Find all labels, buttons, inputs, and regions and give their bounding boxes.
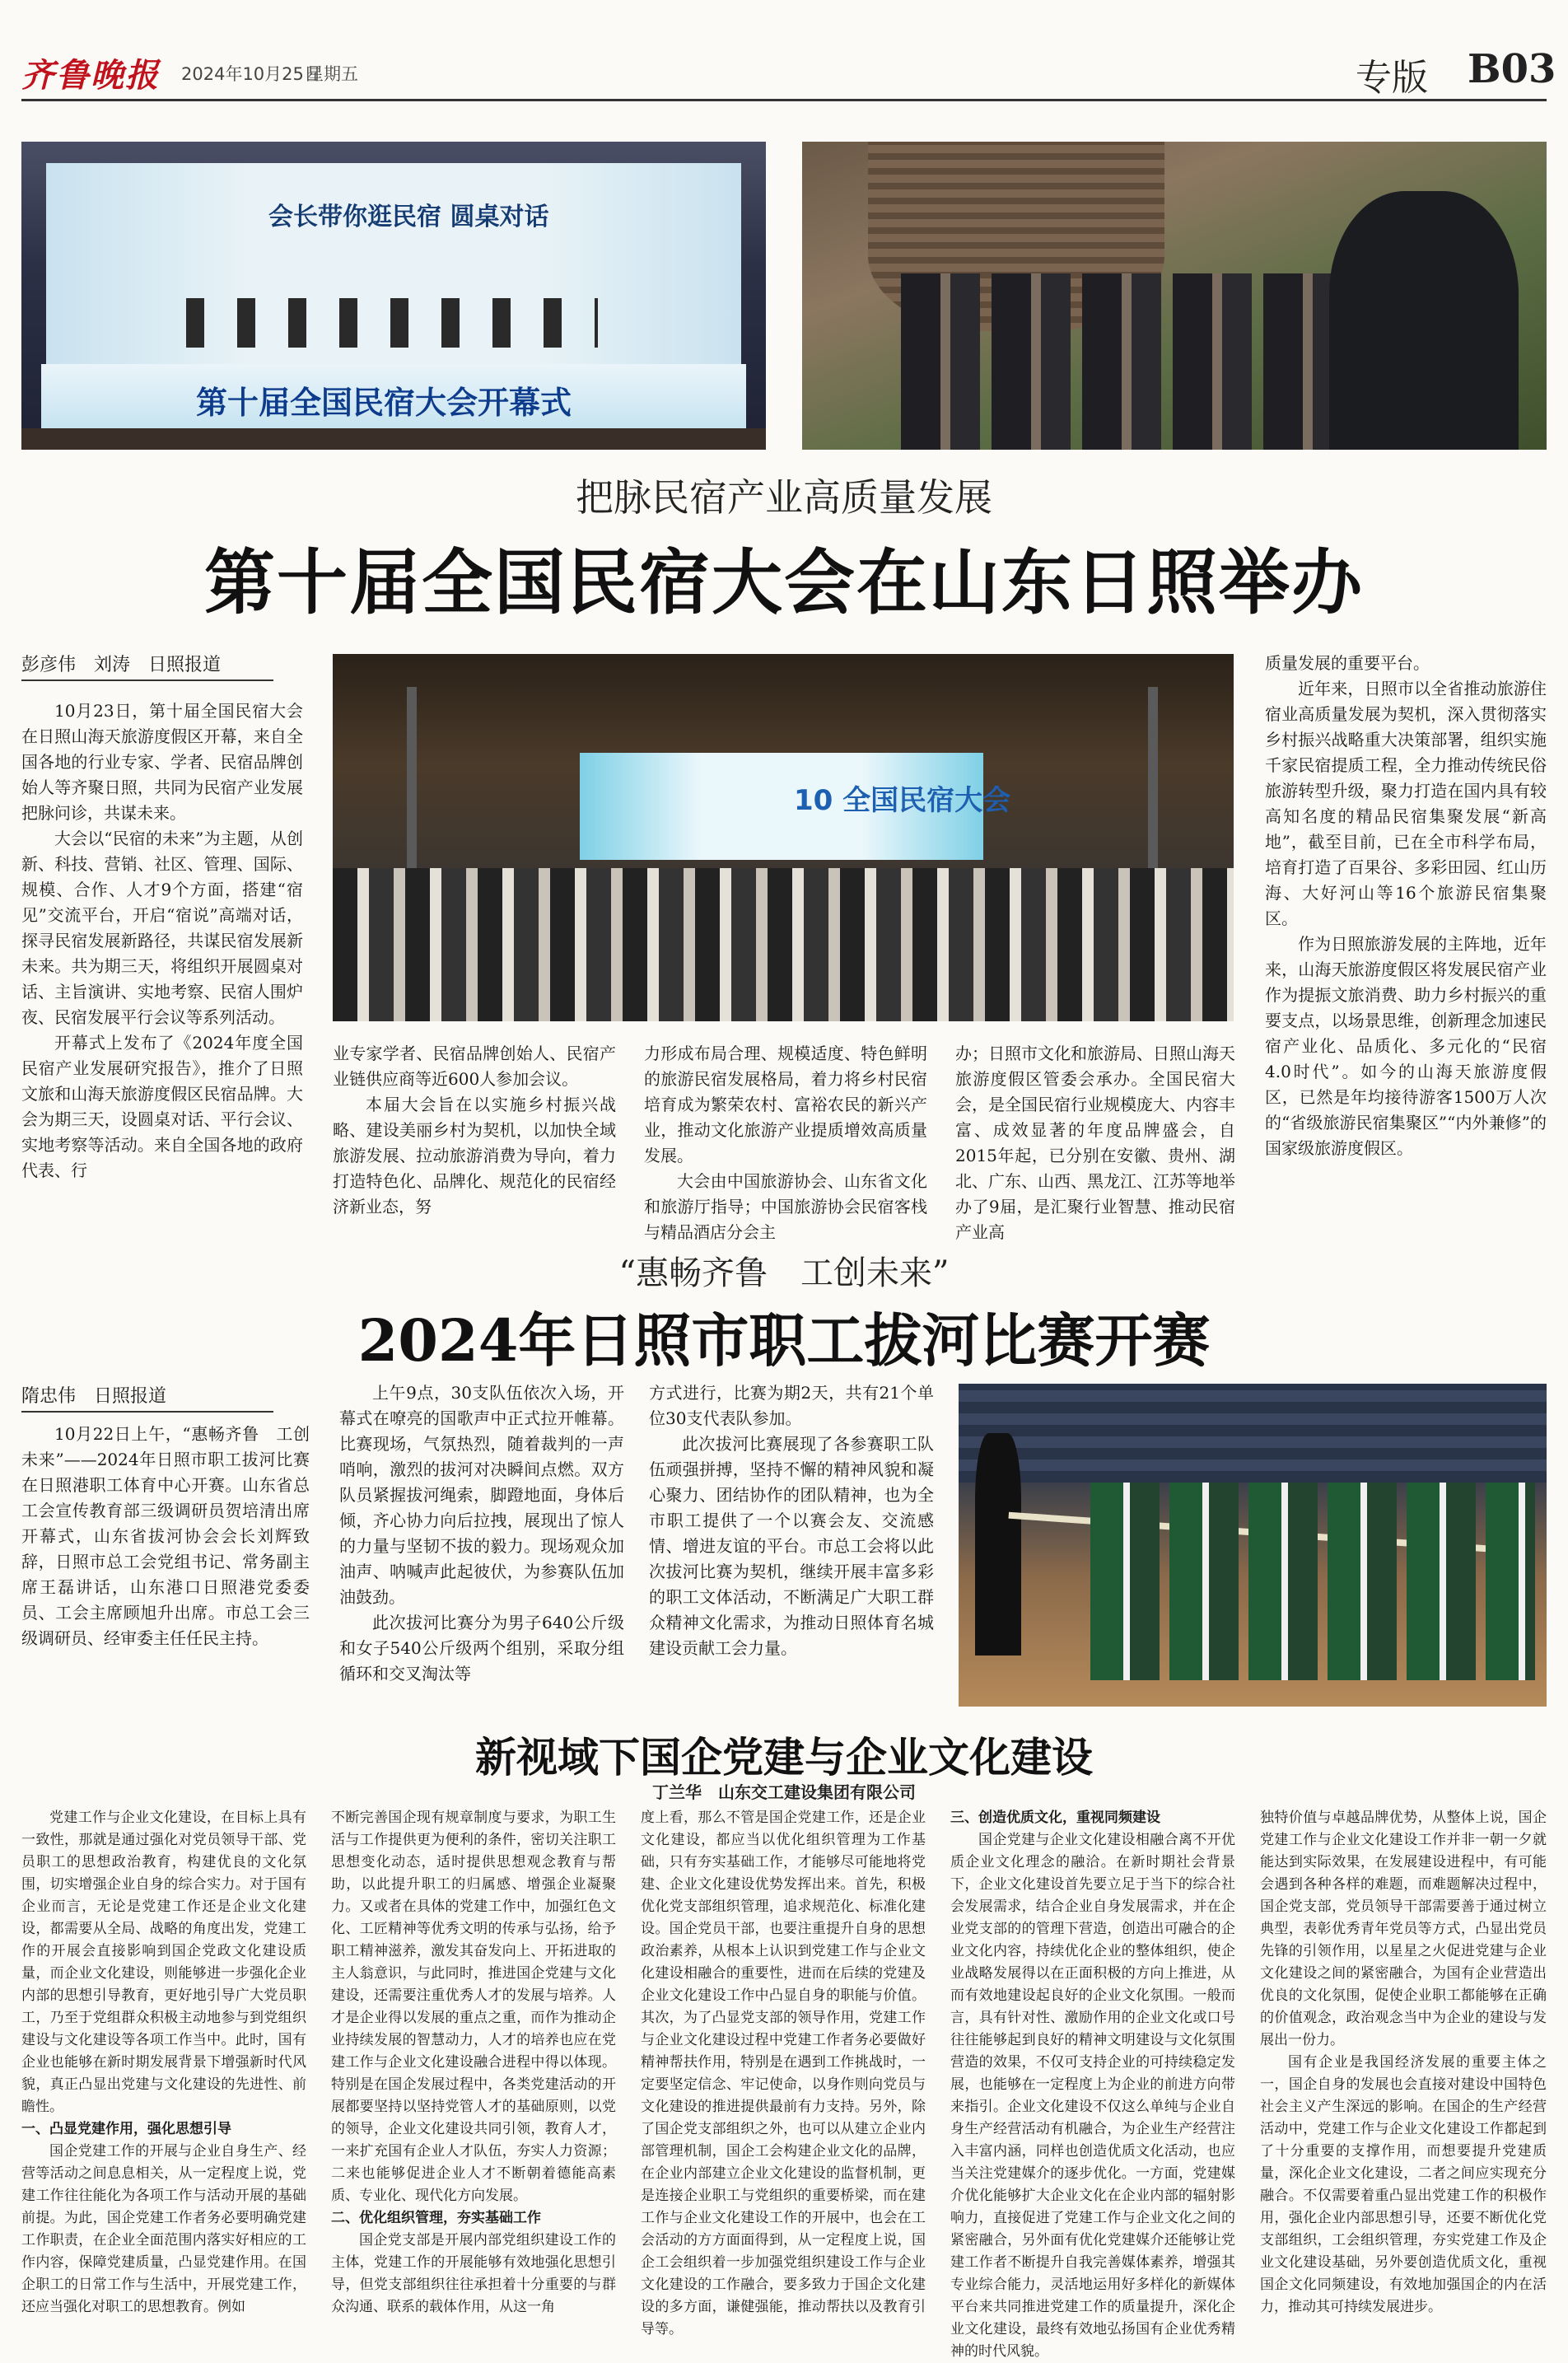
site-visit-photo bbox=[802, 142, 1547, 450]
article3-col4 bbox=[950, 1807, 1235, 2360]
section-name: 专版 bbox=[1356, 57, 1428, 99]
paragraph: 开幕式上发布了《2024年度全国民宿产业发展研究报告》，推介了日照文旅和山海天旅游度假区民宿品牌。大会为期三天，设圆桌对话、平行会议、实地考察等活动。来自全国各地的政府代表、行 bbox=[21, 1033, 303, 1180]
subheading: 三、创造优质文化，重视同频建设 bbox=[950, 1810, 1160, 1826]
hall-screen-text: 10 全国民宿大会 bbox=[794, 784, 1011, 817]
masthead-rule bbox=[21, 99, 1547, 101]
article1-col1 bbox=[21, 698, 303, 1234]
article2-col2 bbox=[339, 1380, 624, 1710]
paragraph: 本届大会旨在以实施乡村振兴战略、建设美丽乡村为契机，以加快全域旅游发展、拉动旅游消费为导向，着力打造特色化、品牌化、规范化的民宿经济新业态，努 bbox=[333, 1095, 616, 1217]
article1-kicker: 把脉民宿产业高质量发展 bbox=[576, 475, 992, 520]
subheading: 二、优化组织管理，夯实基础工作 bbox=[331, 2210, 541, 2226]
paragraph: 近年来，日照市以全省推动旅游住宿业高质量发展为契机，深入贯彻落实乡村振兴战略重大决策部署，组织实施千家民宿提质工程，全力推动传统民俗旅游转型升级，聚力打造在国内具有较高知名度的精品民宿集聚发展“新高地”，截至目前，已在全市科学布局，培育打造了百果谷、多彩田园、红山历海、大好河山等16个旅游民宿集聚区。 bbox=[1265, 679, 1547, 928]
paragraph: 业专家学者、民宿品牌创始人、民宿产业链供应商等近600人参加会议。 bbox=[333, 1044, 616, 1089]
tug-of-war-photo bbox=[959, 1384, 1547, 1707]
paragraph: 此次拔河比赛展现了各参赛职工队伍顽强拼搏，坚持不懈的精神风貌和凝心聚力、团结协作的团队精神，也为全市职工提供了一个以赛会友、交流感情、增进友谊的平台。市总工会将以此次拔河比赛为契机，继续开展丰富多彩的职工文体活动，不断满足广大职工群众精神文化需求，为推动日照体育名城建设贡献工会力量。 bbox=[649, 1434, 934, 1658]
article3-col1 bbox=[21, 1807, 306, 2315]
article1-col-right bbox=[1265, 651, 1547, 1240]
paragraph: 10月22日上午，“惠畅齐鲁 工创未来”——2024年日照市职工拔河比赛在日照港职工体育中心开赛。山东省总工会宣传教育部三级调研员贺培清出席开幕式，山东省拔河协会会长刘辉致辞，日照市总工会党组书记、常务副主席王磊讲话，山东港口日照港党委委员、工会主席顾旭升出席。市总工会三级调研员、经审委主任任民主持。 bbox=[21, 1424, 310, 1648]
conference-stage-photo bbox=[21, 142, 766, 450]
man-in-black-jacket bbox=[1329, 191, 1519, 450]
issue-date: 2024年10月25日 bbox=[181, 64, 321, 84]
audience-seats bbox=[333, 868, 1234, 1021]
paragraph: 作为日照旅游发展的主阵地，近年来，山海天旅游度假区将发展民宿产业作为提振文旅消费、助力乡村振兴的重要支点，以场景思维，创新理念加速民宿产业化、品质化、多元化的“民宿4.0时代”。如今的山海天旅游度假区，已然是年均接待游客1500万人次的“省级旅游民宿集聚区”“内外兼修”的国家级旅游度假区。 bbox=[1265, 934, 1547, 1158]
paragraph: 方式进行，比赛为期2天，共有21个单位30支代表队参加。 bbox=[649, 1383, 934, 1428]
paragraph: 国企党建与企业文化建设相融合离不开优质企业文化理念的融洽。在新时期社会背景下，企业文化建设首先要立足于当下的综合社会发展需求，结合企业自身发展需求，并在企业党支部的的管理下营造，创造出可融合的企业文化内容，持续优化企业的整体组织，使企业战略发展得以在正面积极的方向上推进，从而有效地建设起良好的企业文化氛围。一般而言，具有针对性、激励作用的企业文化或口号往往能够起到良好的精神文明建设与文化氛围营造的效果，不仅可支持企业的可持续稳定发展，也能够在一定程度上为企业的前进方向带来指引。企业文化建设不仅这么单纯与企业自身生产经营活动有机融合，为企业生产经营注入丰富内涵，同样也创造优质文化活动，也应当关注党建媒介的逐步优化。一方面，党建媒介优化能够扩大企业文化在企业内部的辐射影响力，直接促进了党建工作与企业文化之间的紧密融合，另外面有优化党建媒介还能够让党建工作者不断提升自我完善媒体素养，增强其专业综合能力，灵活地运用好多样化的新媒体平台来共同推进党建工作的质量提升，深化企业文化建设，最终有效地弘扬国有企业优秀精神的时代风貌。 bbox=[950, 1832, 1235, 2360]
article1-col2 bbox=[333, 1041, 616, 1239]
article3-byline: 丁兰华 山东交工建设集团有限公司 bbox=[652, 1782, 916, 1802]
article3-col3 bbox=[641, 1807, 926, 2337]
tug-team bbox=[1090, 1483, 1535, 1680]
paragraph: 大会以“民宿的未来”为主题，从创新、科技、营销、社区、管理、国际、规模、合作、人才9个方面，搭建“宿见”交流平台，开启“宿说”高端对话，探寻民宿发展新路径，共谋民宿发展新未来。共为期三天，将组织开展圆桌对话、主旨演讲、实地考察、民宿人围炉夜、民宿发展平行会议等系列活动。 bbox=[21, 829, 303, 1027]
newspaper-logo: 齐鲁晚报 bbox=[21, 56, 160, 95]
article3-headline: 新视域下国企党建与企业文化建设 bbox=[475, 1733, 1093, 1782]
referee bbox=[975, 1433, 1021, 1656]
visitors-group bbox=[901, 273, 1395, 450]
paragraph: 力形成布局合理、规模适度、特色鲜明的旅游民宿发展格局，着力将乡村民宿培育成为繁荣农村、富裕农民的新兴产业，推动文化旅游产业提质增效高质量发展。 bbox=[644, 1044, 927, 1165]
conference-hall-photo bbox=[333, 654, 1234, 1021]
paragraph: 独特价值与卓越品牌优势，从整体上说，国企党建工作与企业文化建设工作并非一朝一夕就能达到实际效果，在发展建设进程中，有可能会遇到各种各样的难题，而难题解决过程中，国企党支部，党员领导干部需要善于通过树立典型，表彰优秀青年党员等方式，凸显出党员先锋的引领作用，以星星之火促进党建与企业文化建设之间的紧密融合，为国有企业营造出优良的文化氛围，促使企业职工都能够在正确的价值观念，政治观念当中为企业的建设与发展出一份力。 bbox=[1260, 1810, 1547, 2048]
article2-headline: 2024年日照市职工拔河比赛开赛 bbox=[357, 1306, 1211, 1375]
paragraph: 国企党支部是开展内部党组织建设工作的主体，党建工作的开展能够有效地强化思想引导，但党支部组织往往承担着十分重要的与群众沟通、联系的载体作用，从这一角 bbox=[331, 2232, 616, 2315]
paragraph: 度上看，那么不管是国企党建工作，还是企业文化建设，都应当以优化组织管理为工作基础，只有夯实基础工作，才能够尽可能地将党建、企业文化建设优势发挥出来。首先，积极优化党支部组织管理，追求规范化、标准化建设。国企党员干部，也要注重提升自身的思想政治素养，从根本上认识到党建工作与企业文化建设相融合的重要性，进而在后续的党建及企业文化建设工作中凸显自身的职能与价值。其次，为了凸显党支部的领导作用，党建工作与企业文化建设过程中党建工作者务必要做好精神帮扶作用，特别是在遇到工作挑战时，一定要坚定信念、牢记使命，以身作则向党员与文化建设的推进提供最前有力支持。另外，除了国企党支部组织之外，也可以从建立企业内部管理机制，国企工会构建企业文化的品牌，在企业内部建立企业文化建设的监督机制，更是连接企业职工与党组织的重要桥梁，而在建工作与企业文化建设工作的开展中，也会在工会活动的方方面面得到，从一定程度上说，国企工会组织着一步加强党组织建设工作与企业文化建设的工作融合，要多致力于国企文化建设的多方面，谦健强能，推动帮扶以及教育引导等。 bbox=[641, 1810, 926, 2337]
paragraph: 不断完善国企现有规章制度与要求，为职工生活与工作提供更为便利的条件，密切关注职工思想变化动态，适时提供思想观念教育与帮助，以此提升职工的归属感、增强企业凝聚力。又或者在具体的党建工作中，加强红色文化、工匠精神等优秀文明的传承与弘扬，给予职工精神滋养，激发其奋发向上、开拓进取的主人翁意识，与此同时，推进国企党建与文化建设，还需要注重优秀人才的发展与培养。人才是企业得以发展的重点之重，而作为推动企业持续发展的智慧动力，人才的培养也应在党建工作与企业文化建设融合进程中得以体现。特别是在国企发展过程中，各类党建活动的开展都要坚持以坚持党管人才的基础原则，以党的领导，企业文化建设共同引领，教育人才，一来扩充国有企业人才队伍，夯实人力资源；二来也能够促进企业人才不断朝着德能高素质、专业化、现代化方向发展。 bbox=[331, 1810, 616, 2204]
subheading: 一、凸显党建作用，强化思想引导 bbox=[21, 2121, 231, 2137]
paragraph: 党建工作与企业文化建设，在目标上具有一致性，那就是通过强化对党员领导干部、党员职工的思想政治教育，构建优良的文化氛围，切实增强企业自身的综合实力。对于国有企业而言，无论是党建工作还是企业文化建设，都需要从全局、战略的角度出发，党建工作的开展会直接影响到国企党政文化建设质量，而企业文化建设，则能够进一步强化企业内部的思想引导教育，更好地引导广大党员职工，乃至于党组群众积极主动地参与到党组织建设与文化建设等各项工作当中。此时，国有企业也能够在新时期发展背景下增强新时代风貌，真正凸显出党建与文化建设的先进性、前瞻性。 bbox=[21, 1810, 306, 2115]
page-number: B03 bbox=[1468, 46, 1556, 92]
paragraph: 国企党建工作的开展与企业自身生产、经营等活动之间息息相关，从一定程度上说，党建工作往往能化为各项工作与活动开展的基础前提。为此，国企党建工作者务必要明确党建工作职责，在企业全面范围内落实好相应的工作内容，保障党建质量，凸显党建作用。在国企职工的日常工作与生活中，开展党建工作，还应当强化对职工的思想教育。例如 bbox=[21, 2143, 306, 2315]
article2-byline: 隋忠伟 日照报道 bbox=[21, 1382, 273, 1413]
article1-headline: 第十届全国民宿大会在山东日照举办 bbox=[204, 541, 1364, 624]
paragraph: 办；日照市文化和旅游局、日照山海天旅游度假区管委会承办。全国民宿大会，是全国民宿行业规模庞大、内容丰富、成效显著的年度品牌盛会，自2015年起，已分别在安徽、贵州、湖北、广东、山西、黑龙江、江苏等地举办了9届，是汇聚行业智慧、推动民宿产业高 bbox=[955, 1044, 1235, 1242]
paragraph: 此次拔河比赛分为男子640公斤级和女子540公斤级两个组别，采取分组循环和交叉淘汰等 bbox=[339, 1613, 624, 1684]
article1-col3 bbox=[644, 1041, 927, 1242]
stage-screen-title: 会长带你逛民宿 圆桌对话 bbox=[268, 203, 549, 231]
paragraph: 国有企业是我国经济发展的重要主体之一，国企自身的发展也会直接对建设中国特色社会主义产生深远的影响。在国企的生产经营活动中，党建工作与企业文化建设工作都起到了十分重要的支撑作用，而想要提升党建质量，深化企业文化建设，二者之间应实现充分融合。不仅需要着重凸显出党建工作的积极作用，强化企业内部思想引导，还要不断优化党支部组织，工会组织管理，夯实党建工作及企业文化建设基础，另外要创造优质文化，重视国企文化同频建设，有效地加强国企的内在活力，推动其可持续发展进步。 bbox=[1260, 2054, 1547, 2315]
gym-bleachers bbox=[959, 1384, 1547, 1483]
article1-byline: 彭彦伟 刘涛 日照报道 bbox=[21, 651, 273, 681]
article3-col5 bbox=[1260, 1807, 1547, 2315]
panel-guests bbox=[186, 298, 598, 348]
article1-col4 bbox=[955, 1041, 1235, 1242]
paragraph: 质量发展的重要平台。 bbox=[1265, 653, 1430, 673]
masthead bbox=[21, 43, 1556, 99]
paragraph: 大会由中国旅游协会、山东省文化和旅游厅指导；中国旅游协会民宿客栈与精品酒店分会主 bbox=[644, 1171, 927, 1242]
article3-col2 bbox=[331, 1807, 616, 2315]
stage-banner-text: 第十届全国民宿大会开幕式 bbox=[196, 385, 572, 421]
paragraph: 10月23日，第十届全国民宿大会在日照山海天旅游度假区开幕，来自全国各地的行业专家、学者、民宿品牌创始人等齐聚日照，共同为民宿产业发展把脉问诊，共谋未来。 bbox=[21, 701, 303, 823]
audience-heads bbox=[21, 428, 766, 450]
article2-kicker: “惠畅齐鲁 工创未来” bbox=[618, 1254, 950, 1292]
issue-weekday: 星期五 bbox=[306, 64, 358, 84]
article2-col1 bbox=[21, 1422, 310, 1710]
article2-col3 bbox=[649, 1380, 934, 1710]
paragraph: 上午9点，30支队伍依次入场，开幕式在嘹亮的国歌声中正式拉开帷幕。比赛现场，气氛热烈，随着裁判的一声哨响，激烈的拔河对决瞬间点燃。双方队员紧握拔河绳索，脚蹬地面，身体后倾，齐心协力向后拉拽，展现出了惊人的力量与坚韧不拔的毅力。现场观众加油声、呐喊声此起彼伏，为参赛队伍加油鼓劲。 bbox=[339, 1383, 624, 1607]
